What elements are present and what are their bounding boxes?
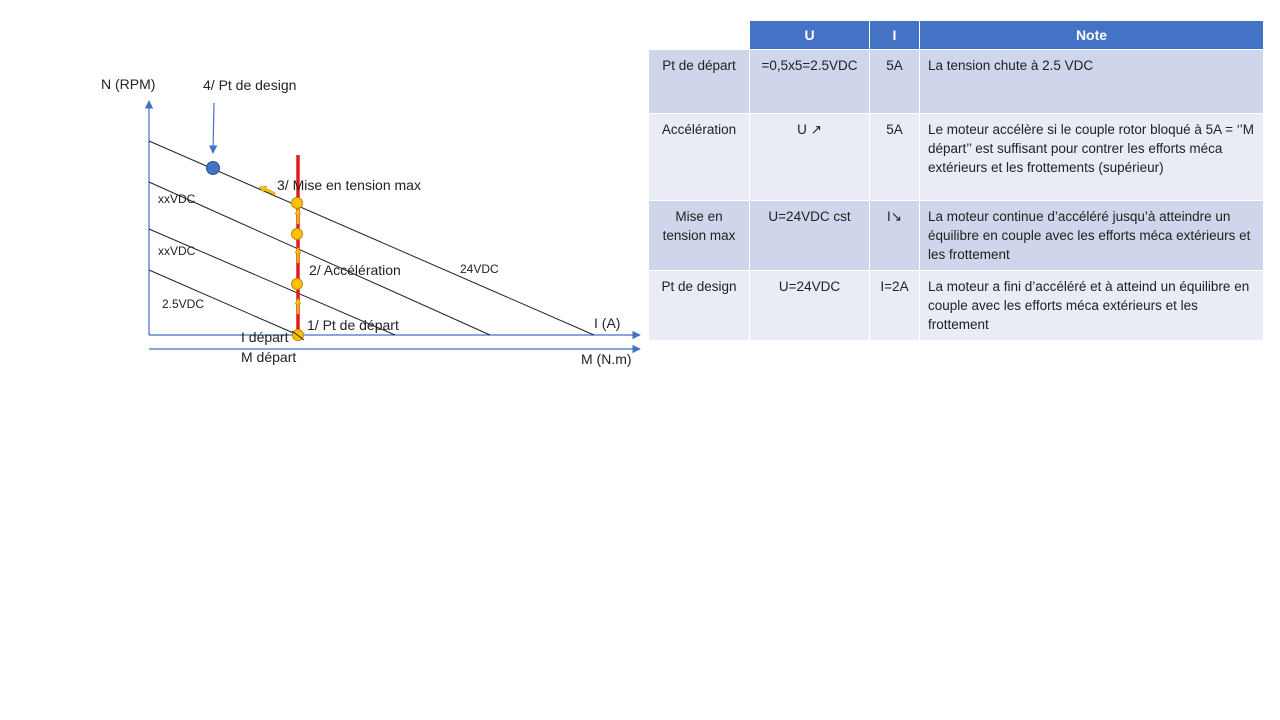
table-row — [649, 201, 1264, 271]
row-i: 5A — [870, 114, 920, 201]
row-note: Le moteur accélère si le couple rotor bloqué à 5A = ‘’M départ’’ est suffisant pour contrer les efforts méca extérieurs et les frottements (supérieur) — [920, 114, 1264, 201]
operating-point-intermediate — [292, 229, 303, 240]
design-point — [207, 162, 220, 175]
row-u: U ↗ — [750, 114, 870, 201]
step3-label: 3/ Mise en tension max — [277, 177, 421, 193]
row-note: La moteur continue d’accéléré jusqu’à atteindre un équilibre en couple avec les efforts méca extérieurs et les frottement — [920, 201, 1264, 271]
row-note: La tension chute à 2.5 VDC — [920, 50, 1264, 114]
y-axis-label: N (RPM) — [101, 76, 156, 92]
header-note: Note — [920, 21, 1264, 50]
header-i: I — [870, 21, 920, 50]
header-u: U — [750, 21, 870, 50]
step1-label: 1/ Pt de départ — [307, 317, 399, 333]
step2-label: 2/ Accélération — [309, 262, 401, 278]
x-axis-torque-label: M (N.m) — [581, 351, 632, 367]
row-note: La moteur a fini d’accéléré et à atteind un équilibre en couple avec les efforts méca extérieurs et les frottement — [920, 271, 1264, 341]
motor-characteristic-diagram — [0, 0, 645, 380]
row-i: I↘ — [870, 201, 920, 271]
table-row — [649, 50, 1264, 114]
start-torque-label: M départ — [241, 349, 297, 365]
voltage-label-24vdc: 24VDC — [460, 262, 499, 276]
design-point-label: 4/ Pt de design — [203, 77, 297, 93]
row-label: Pt de départ — [649, 50, 750, 114]
start-current-label: I départ — [241, 329, 289, 345]
row-u: U=24VDC cst — [750, 201, 870, 271]
row-label: Mise en tension max — [649, 201, 750, 271]
acceleration-arrows — [295, 208, 301, 314]
operating-phases-table — [648, 20, 1264, 341]
operating-point-max-voltage — [292, 198, 303, 209]
x-axis-current-label: I (A) — [594, 315, 621, 331]
voltage-label-xxvdc-lower: xxVDC — [158, 244, 196, 258]
table-row — [649, 271, 1264, 341]
row-label: Accélération — [649, 114, 750, 201]
voltage-label-xxvdc-upper: xxVDC — [158, 192, 196, 206]
voltage-line-xxvdc-upper — [149, 182, 490, 335]
row-label: Pt de design — [649, 271, 750, 341]
row-u: U=24VDC — [750, 271, 870, 341]
row-i: I=2A — [870, 271, 920, 341]
row-u: =0,5x5=2.5VDC — [750, 50, 870, 114]
table-row — [649, 114, 1264, 201]
row-i: 5A — [870, 50, 920, 114]
header-empty — [649, 21, 750, 50]
arrow-up-icon — [295, 208, 301, 224]
table-header-row — [649, 21, 1264, 50]
design-point-callout-arrow — [213, 103, 214, 153]
voltage-label-2-5vdc: 2.5VDC — [162, 297, 205, 311]
arrow-up-icon — [295, 298, 301, 314]
operating-point-acceleration — [292, 279, 303, 290]
